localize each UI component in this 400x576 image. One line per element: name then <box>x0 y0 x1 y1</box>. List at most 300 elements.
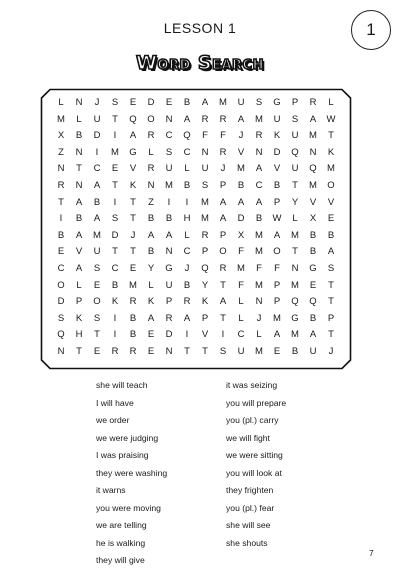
grid-cell: P <box>291 97 299 108</box>
grid-cell: R <box>57 179 65 191</box>
grid-cell: B <box>309 246 317 258</box>
grid-cell: Q <box>129 113 137 125</box>
grid-cell: S <box>93 312 101 324</box>
grid-cell: V <box>237 146 245 158</box>
grid-cell: J <box>94 97 100 108</box>
grid-cell: B <box>93 196 101 208</box>
grid-cell: C <box>57 262 65 274</box>
grid-cell: M <box>165 179 173 191</box>
grid-cell: T <box>328 279 334 291</box>
grid-row <box>52 228 340 245</box>
grid-cell: C <box>93 163 101 175</box>
grid-cell: D <box>111 229 119 241</box>
grid-cell: B <box>183 97 191 108</box>
grid-cell: T <box>130 213 136 225</box>
grid-cell: C <box>183 246 191 258</box>
grid-cell: P <box>219 179 227 191</box>
grid-cell: U <box>291 130 299 142</box>
grid-cell: N <box>75 179 83 191</box>
grid-cell: O <box>57 279 65 291</box>
grid-cell: U <box>165 163 173 175</box>
grid-cell: A <box>309 329 317 341</box>
grid-cell: E <box>57 246 65 258</box>
grid-cell: A <box>273 329 281 341</box>
word-clue: we order <box>96 415 130 425</box>
grid-cell: N <box>201 146 209 158</box>
grid-cell: B <box>75 130 83 142</box>
grid-cell: I <box>113 312 117 324</box>
grid-cell: N <box>255 146 263 158</box>
grid-cell: R <box>129 296 137 308</box>
grid-cell: K <box>129 179 137 191</box>
grid-cell: A <box>75 196 83 208</box>
grid-cell: Y <box>147 262 155 274</box>
grid-cell: N <box>75 97 83 108</box>
grid-cell: L <box>184 163 190 175</box>
grid-cell: T <box>292 179 298 191</box>
grid-cell: R <box>219 262 227 274</box>
word-clue: you (pl.) carry <box>226 415 279 425</box>
grid-cell: T <box>58 196 64 208</box>
grid-cell: P <box>327 312 335 324</box>
grid-cell: R <box>165 312 173 324</box>
grid-cell: E <box>309 279 317 291</box>
grid-cell: O <box>273 246 281 258</box>
grid-cell: U <box>237 97 245 108</box>
grid-cell: C <box>255 179 263 191</box>
letter-grid <box>52 95 340 361</box>
grid-cell: Q <box>291 146 299 158</box>
grid-cell: P <box>219 229 227 241</box>
grid-row <box>52 278 340 295</box>
grid-cell: B <box>183 279 191 291</box>
grid-cell: T <box>112 179 118 191</box>
grid-cell: P <box>273 196 281 208</box>
word-clue: I will have <box>96 397 134 408</box>
grid-cell: Z <box>58 146 64 158</box>
grid-cell: M <box>255 279 263 291</box>
word-list-left <box>96 377 167 570</box>
grid-cell: S <box>327 262 335 274</box>
grid-cell: L <box>76 113 82 125</box>
grid-cell: M <box>255 113 263 125</box>
word-clue: you were moving <box>96 502 161 513</box>
grid-cell: K <box>273 130 281 142</box>
grid-cell: C <box>183 146 191 158</box>
grid-cell: O <box>93 296 101 308</box>
grid-cell: Q <box>309 163 317 175</box>
grid-cell: A <box>219 196 227 208</box>
grid-cell: N <box>165 246 173 258</box>
grid-cell: E <box>129 97 137 108</box>
grid-cell: A <box>165 229 173 241</box>
grid-cell: N <box>57 163 65 175</box>
title-banner <box>0 52 400 74</box>
grid-cell: A <box>237 196 245 208</box>
grid-cell: M <box>291 279 299 291</box>
grid-cell: B <box>255 213 263 225</box>
grid-cell: W <box>326 113 336 125</box>
grid-cell: A <box>75 262 83 274</box>
grid-cell: U <box>237 345 245 357</box>
grid-row <box>52 261 340 278</box>
grid-cell: T <box>112 113 118 125</box>
grid-cell: B <box>291 345 299 357</box>
grid-row <box>52 161 340 178</box>
grid-cell: N <box>165 113 173 125</box>
grid-cell: M <box>273 312 281 324</box>
grid-cell: T <box>130 196 136 208</box>
grid-cell: T <box>292 246 298 258</box>
word-clue: you (pl.) fear <box>226 502 275 513</box>
lesson-heading: LESSON 1 <box>163 20 237 36</box>
grid-cell: K <box>147 296 155 308</box>
grid-cell: T <box>76 345 82 357</box>
grid-cell: Q <box>291 296 299 308</box>
grid-cell: G <box>273 97 281 108</box>
grid-cell: S <box>165 146 173 158</box>
grid-cell: U <box>93 113 101 125</box>
grid-cell: V <box>201 329 209 341</box>
grid-cell: T <box>130 246 136 258</box>
word-clue: it warns <box>96 485 126 495</box>
grid-cell: M <box>201 196 209 208</box>
grid-cell: A <box>327 246 335 258</box>
grid-cell: A <box>183 113 191 125</box>
grid-cell: C <box>237 329 245 341</box>
grid-cell: A <box>183 312 191 324</box>
grid-cell: M <box>111 146 119 158</box>
grid-cell: D <box>237 213 245 225</box>
grid-cell: N <box>255 296 263 308</box>
grid-cell: Q <box>201 262 209 274</box>
grid-cell: T <box>76 163 82 175</box>
grid-cell: A <box>93 179 101 191</box>
word-search-title: Word Search <box>136 52 264 74</box>
grid-cell: J <box>328 345 334 357</box>
grid-cell: X <box>309 213 317 225</box>
grid-cell: F <box>220 130 226 142</box>
grid-cell: K <box>111 296 119 308</box>
grid-cell: R <box>129 345 137 357</box>
grid-cell: R <box>201 229 209 241</box>
grid-cell: R <box>147 130 155 142</box>
grid-row <box>52 128 340 145</box>
grid-cell: S <box>201 179 209 191</box>
word-list-right <box>226 377 286 552</box>
grid-cell: S <box>57 312 65 324</box>
grid-cell: Q <box>183 130 191 142</box>
grid-cell: C <box>165 130 173 142</box>
grid-cell: J <box>184 262 190 274</box>
grid-cell: X <box>57 130 65 142</box>
grid-row <box>52 344 340 361</box>
grid-cell: I <box>113 130 117 142</box>
grid-row <box>52 311 340 328</box>
grid-cell: G <box>291 312 299 324</box>
grid-cell: J <box>238 130 244 142</box>
grid-row <box>52 294 340 311</box>
grid-cell: P <box>75 296 83 308</box>
grid-cell: K <box>75 312 83 324</box>
grid-cell: M <box>93 229 101 241</box>
grid-cell: L <box>328 97 334 108</box>
grid-cell: E <box>165 97 173 108</box>
grid-cell: A <box>201 97 209 108</box>
grid-cell: M <box>291 229 299 241</box>
grid-cell: N <box>291 262 299 274</box>
grid-cell: I <box>185 329 189 341</box>
grid-cell: M <box>309 179 317 191</box>
grid-cell: D <box>273 146 281 158</box>
grid-cell: I <box>167 196 171 208</box>
grid-row <box>52 195 340 212</box>
grid-cell: P <box>165 296 173 308</box>
grid-cell: F <box>202 130 208 142</box>
grid-cell: U <box>309 345 317 357</box>
grid-cell: R <box>183 296 191 308</box>
grid-cell: B <box>75 213 83 225</box>
grid-cell: X <box>237 229 245 241</box>
grid-cell: I <box>113 329 117 341</box>
grid-cell: D <box>165 329 173 341</box>
grid-cell: Y <box>291 196 299 208</box>
grid-cell: U <box>291 163 299 175</box>
word-clue: we are telling <box>96 520 147 530</box>
grid-cell: M <box>237 262 245 274</box>
grid-row <box>52 327 340 344</box>
grid-cell: T <box>94 329 100 341</box>
grid-cell: Q <box>309 296 317 308</box>
grid-cell: B <box>165 213 173 225</box>
grid-cell: N <box>309 146 317 158</box>
grid-row <box>52 244 340 261</box>
grid-cell: N <box>165 345 173 357</box>
grid-cell: O <box>147 113 155 125</box>
word-clue: we will fight <box>226 432 270 443</box>
grid-cell: B <box>309 312 317 324</box>
grid-cell: H <box>183 213 191 225</box>
page-number: 7 <box>369 548 374 558</box>
grid-cell: J <box>220 163 226 175</box>
grid-cell: A <box>309 113 317 125</box>
grid-cell: B <box>183 179 191 191</box>
grid-cell: E <box>93 279 101 291</box>
grid-cell: D <box>147 97 155 108</box>
grid-row <box>52 145 340 162</box>
grid-cell: M <box>237 163 245 175</box>
grid-cell: M <box>255 345 263 357</box>
word-clue: they frighten <box>226 485 274 495</box>
grid-cell: A <box>255 196 263 208</box>
grid-cell: G <box>309 262 317 274</box>
grid-cell: L <box>256 329 262 341</box>
grid-cell: T <box>112 246 118 258</box>
grid-cell: L <box>238 296 244 308</box>
grid-cell: I <box>95 146 99 158</box>
grid-cell: U <box>93 246 101 258</box>
grid-cell: W <box>272 213 282 225</box>
grid-cell: N <box>147 179 155 191</box>
grid-cell: T <box>328 130 334 142</box>
grid-cell: F <box>238 279 244 291</box>
grid-cell: P <box>201 246 209 258</box>
grid-cell: P <box>201 312 209 324</box>
grid-cell: I <box>59 213 63 225</box>
grid-cell: A <box>219 213 227 225</box>
grid-cell: K <box>201 296 209 308</box>
grid-cell: B <box>327 229 335 241</box>
grid-cell: M <box>327 163 335 175</box>
grid-cell: A <box>255 163 263 175</box>
grid-cell: L <box>148 146 154 158</box>
grid-cell: T <box>220 312 226 324</box>
grid-cell: R <box>111 345 119 357</box>
grid-row <box>52 95 340 112</box>
puzzle-frame <box>40 88 352 370</box>
grid-cell: L <box>292 213 298 225</box>
grid-cell: S <box>93 262 101 274</box>
grid-cell: B <box>129 312 137 324</box>
word-clue: she shouts <box>226 537 268 548</box>
grid-cell: S <box>111 213 119 225</box>
grid-cell: A <box>219 296 227 308</box>
grid-cell: M <box>57 113 65 125</box>
grid-cell: E <box>129 262 137 274</box>
grid-cell: H <box>75 329 83 341</box>
grid-cell: R <box>201 113 209 125</box>
grid-cell: D <box>57 296 65 308</box>
grid-cell: C <box>111 262 119 274</box>
grid-cell: L <box>184 229 190 241</box>
grid-cell: L <box>76 279 82 291</box>
grid-cell: M <box>255 246 263 258</box>
word-clue: he is walking <box>96 537 146 548</box>
grid-cell: E <box>147 345 155 357</box>
grid-cell: E <box>93 345 101 357</box>
grid-cell: V <box>309 196 317 208</box>
word-clue: it was seizing <box>226 380 278 390</box>
grid-cell: B <box>309 229 317 241</box>
grid-cell: P <box>273 296 281 308</box>
grid-cell: R <box>309 97 317 108</box>
grid-cell: A <box>129 130 137 142</box>
word-clue: she will teach <box>96 380 148 390</box>
grid-cell: B <box>147 213 155 225</box>
grid-cell: G <box>165 262 173 274</box>
grid-cell: M <box>309 130 317 142</box>
grid-cell: I <box>221 329 225 341</box>
grid-cell: L <box>58 97 64 108</box>
grid-cell: Z <box>148 196 154 208</box>
word-clue: you will prepare <box>226 397 287 408</box>
grid-cell: U <box>201 163 209 175</box>
grid-cell: F <box>274 262 280 274</box>
grid-cell: R <box>147 163 155 175</box>
grid-cell: L <box>148 279 154 291</box>
grid-cell: S <box>111 97 119 108</box>
grid-cell: A <box>75 229 83 241</box>
grid-cell: B <box>57 229 65 241</box>
grid-cell: M <box>129 279 137 291</box>
grid-cell: K <box>327 146 335 158</box>
word-clue: I was praising <box>96 450 149 460</box>
grid-cell: V <box>129 163 137 175</box>
grid-row <box>52 112 340 129</box>
grid-cell: Y <box>201 279 209 291</box>
grid-cell: F <box>256 262 262 274</box>
grid-cell: T <box>202 345 208 357</box>
grid-cell: J <box>130 229 136 241</box>
grid-cell: F <box>238 246 244 258</box>
grid-cell: S <box>219 345 227 357</box>
grid-cell: O <box>219 246 227 258</box>
grid-cell: B <box>237 179 245 191</box>
grid-cell: G <box>129 146 137 158</box>
word-clue: we were judging <box>96 432 159 443</box>
grid-cell: J <box>256 312 262 324</box>
word-clue: you will look at <box>226 467 282 478</box>
grid-cell: M <box>291 329 299 341</box>
grid-cell: L <box>238 312 244 324</box>
grid-cell: E <box>327 213 335 225</box>
grid-cell: N <box>75 146 83 158</box>
grid-cell: E <box>147 329 155 341</box>
grid-cell: R <box>219 146 227 158</box>
grid-cell: P <box>273 279 281 291</box>
grid-row <box>52 178 340 195</box>
word-clue: we were sitting <box>226 450 283 460</box>
grid-cell: U <box>273 113 281 125</box>
grid-cell: E <box>273 345 281 357</box>
grid-cell: B <box>147 246 155 258</box>
grid-cell: Q <box>57 329 65 341</box>
grid-cell: A <box>147 229 155 241</box>
grid-cell: R <box>219 113 227 125</box>
grid-cell: B <box>111 279 119 291</box>
grid-cell: M <box>201 213 209 225</box>
word-clue: she will see <box>226 520 271 530</box>
grid-cell: D <box>93 130 101 142</box>
grid-cell: T <box>328 296 334 308</box>
grid-cell: S <box>255 97 263 108</box>
grid-cell: V <box>273 163 281 175</box>
word-clue: they will give <box>96 555 145 565</box>
lesson-number-badge: 1 <box>351 10 391 50</box>
grid-cell: I <box>113 196 117 208</box>
grid-cell: M <box>219 97 227 108</box>
grid-cell: N <box>57 345 65 357</box>
grid-cell: V <box>75 246 83 258</box>
grid-cell: B <box>273 179 281 191</box>
grid-cell: T <box>328 329 334 341</box>
grid-cell: B <box>129 329 137 341</box>
grid-cell: U <box>165 279 173 291</box>
grid-cell: A <box>93 213 101 225</box>
grid-cell: V <box>327 196 335 208</box>
word-clue: they were washing <box>96 467 168 478</box>
grid-cell: S <box>291 113 299 125</box>
grid-cell: A <box>273 229 281 241</box>
grid-cell: O <box>327 179 335 191</box>
grid-cell: E <box>111 163 119 175</box>
grid-cell: T <box>220 279 226 291</box>
grid-cell: A <box>147 312 155 324</box>
grid-cell: M <box>255 229 263 241</box>
grid-cell: T <box>184 345 190 357</box>
grid-row <box>52 211 340 228</box>
grid-cell: A <box>237 113 245 125</box>
